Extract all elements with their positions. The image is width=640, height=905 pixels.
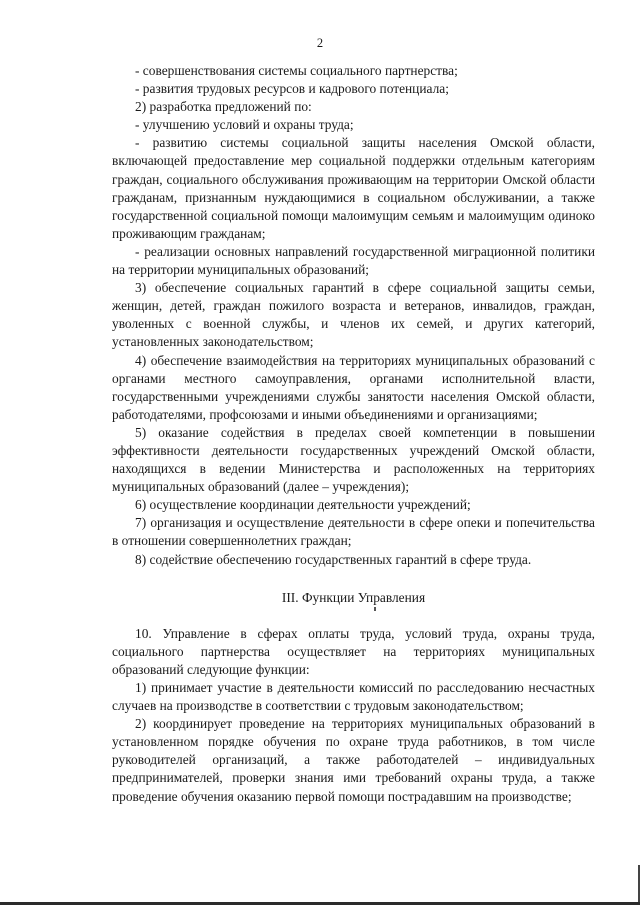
list-item-labor-resources: - развития трудовых ресурсов и кадрового потенциала; — [135, 81, 449, 97]
numbered-item-5: 5) оказание содействия в пределах своей компетенции в повышении эффективности деятельности государственных учреждений Омской области, находящихся в ведении Министерства и расположенных на территориях муниципальных образований (далее – учреждения); — [112, 424, 595, 495]
numbered-item-8: 8) содействие обеспечению государственных гарантий в сфере труда. — [135, 551, 532, 567]
scan-artifact-dot — [374, 607, 376, 611]
list-item-social-protection: - развитию системы социальной защиты населения Омской области, включающей предоставление мер социальной поддержки отдельным категориям граждан, социального обслуживания проживающим на территории Омской области гражданам, признанным нуждающимися в социальном обслуживании, а также государственной социальной помощи малоимущим семьям и малоимущим одиноко проживающим гражданам; — [112, 135, 595, 241]
numbered-item-7: 7) организация и осуществление деятельности в сфере опеки и попечительства в отношении совершеннолетних граждан; — [112, 515, 595, 549]
page-number: 2 — [316, 36, 324, 50]
clause-10-item-2: 2) координирует проведение на территориях муниципальных образований в установленном порядке обучения по охране труда работников, в том числе руководителей организаций, а также работодателей – индивидуальных предпринимателей, проверки знания ими требований охраны труда, а также проведение обучения оказанию первой помощи пострадавшим на производстве; — [112, 716, 595, 804]
numbered-item-3: 3) обеспечение социальных гарантий в сфере социальной защиты семьи, женщин, детей, граждан пожилого возраста и ветеранов, инвалидов, граждан, уволенных с военной службы, и членов их семей, и других категорий, установленных законодательством; — [112, 280, 595, 350]
list-item-social-partnership: - совершенствования системы социального партнерства; — [135, 63, 458, 78]
numbered-item-4: 4) обеспечение взаимодействия на территориях муниципальных образований с органами местного самоуправления, органами исполнительной власти, государственными учреждениями службы занятости населения Омской области, работодателями, профсоюзами и иными объединениями и организациями; — [112, 352, 595, 422]
clause-10-item-1: 1) принимает участие в деятельности комиссий по расследованию несчастных случаев на производстве в соответствии с трудовым законодательством; — [112, 680, 595, 714]
clause-10: 10. Управление в сферах оплаты труда, условий труда, охраны труда, социального партнерства осуществляет на территориях муниципальных образований следующие функции: — [112, 625, 595, 677]
list-item-labor-safety: - улучшению условий и охраны труда; — [135, 117, 354, 133]
numbered-item-6: 6) осуществление координации деятельности учреждений; — [135, 497, 471, 513]
document-body — [112, 62, 595, 806]
numbered-item-2: 2) разработка предложений по: — [135, 99, 312, 115]
section-heading: III. Функции Управления — [281, 589, 426, 605]
list-item-migration-policy: - реализации основных направлений государственной миграционной политики на территории муниципальных образований; — [112, 243, 595, 278]
